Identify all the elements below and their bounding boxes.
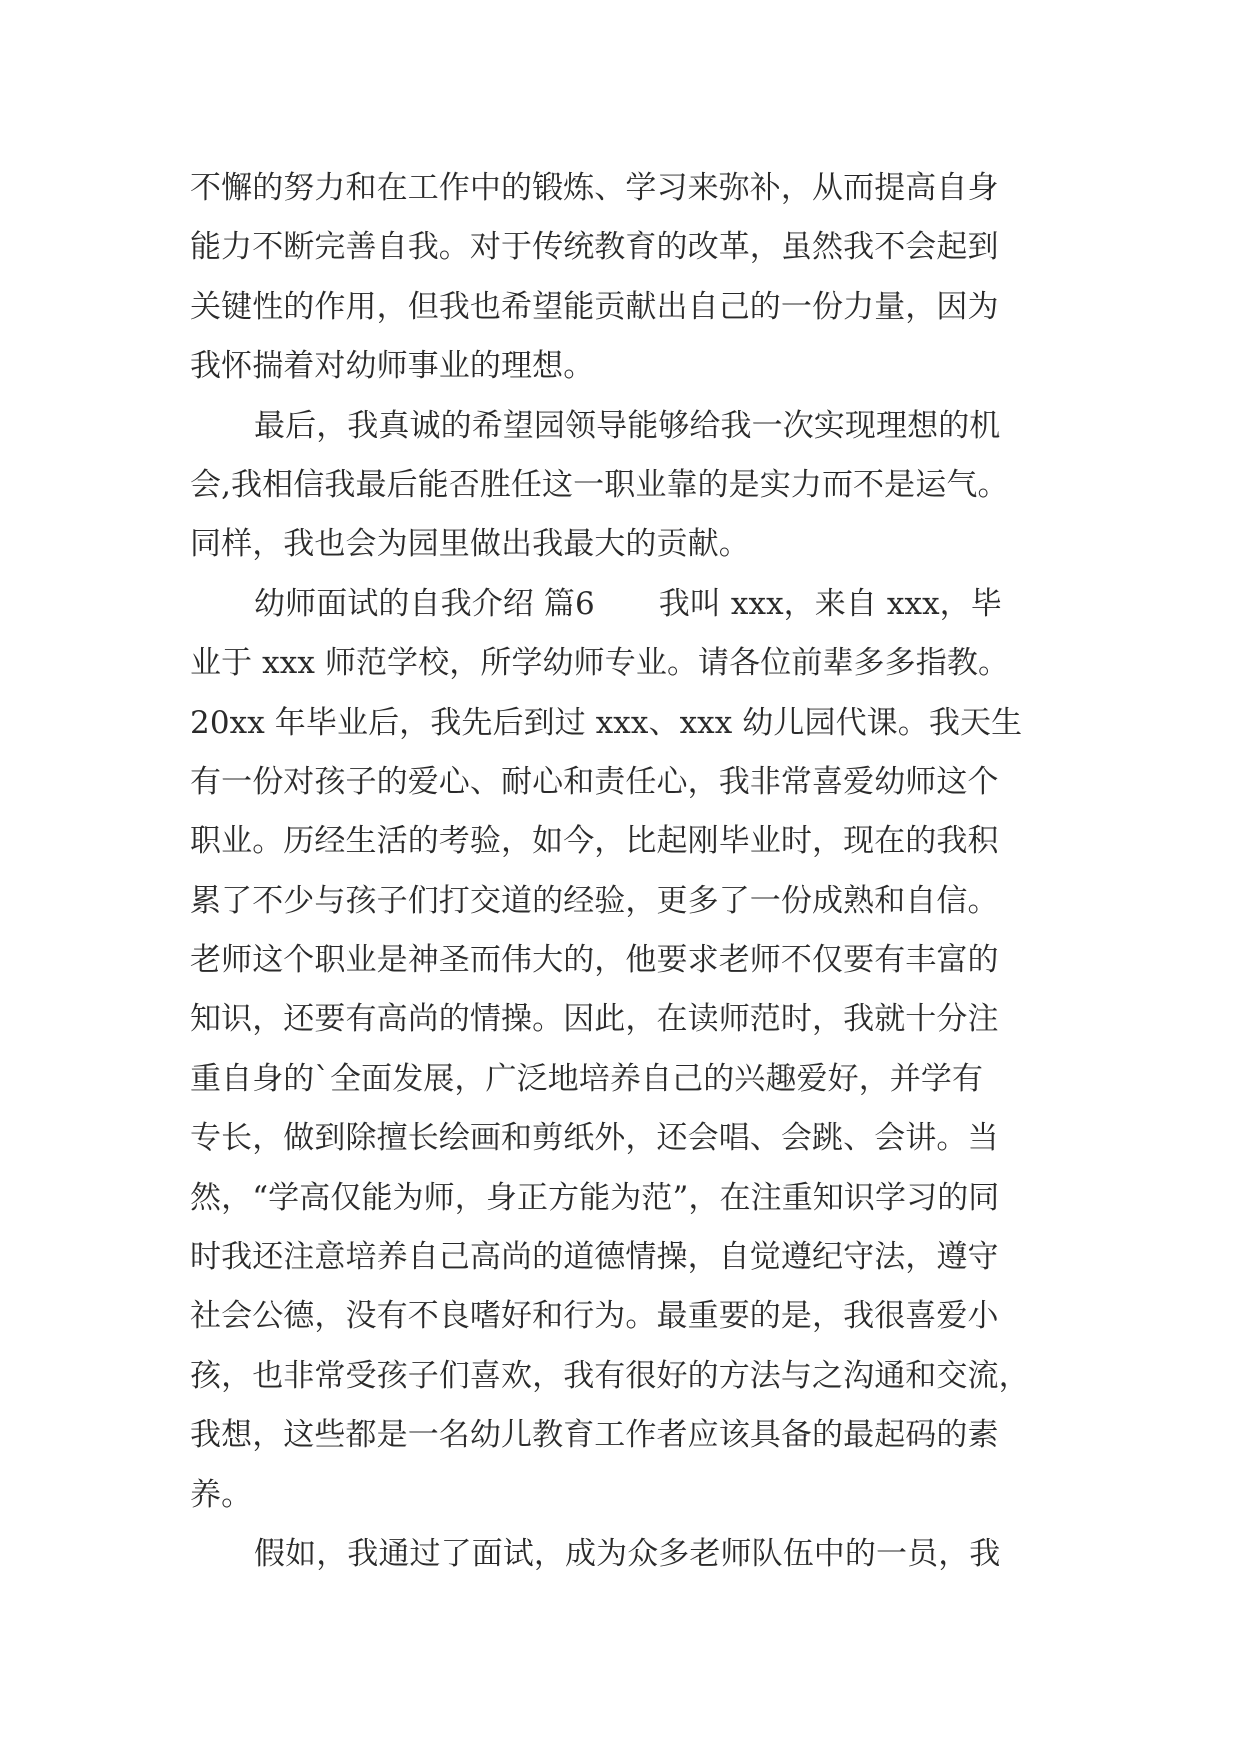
paragraph-start-line: 假如，我通过了面试，成为众多老师队伍中的一员，我 bbox=[254, 1535, 1001, 1572]
body-text bbox=[190, 159, 1070, 1584]
text-line: 关键性的作用，但我也希望能贡献出自己的一份力量，因为 bbox=[190, 288, 999, 325]
text-line: 会,我相信我最后能否胜任这一职业靠的是实力而不是运气。 bbox=[190, 466, 1009, 503]
text-line: 20xx 年毕业后，我先后到过 xxx、xxx 幼儿园代课。我天生 bbox=[190, 704, 1023, 741]
text-line: 能力不断完善自我。对于传统教育的改革，虽然我不会起到 bbox=[190, 229, 999, 266]
text-line: 养。 bbox=[190, 1476, 253, 1513]
text-line: 重自身的`全面发展，广泛地培养自己的兴趣爱好，并学有 bbox=[190, 1060, 984, 1097]
section-heading: 幼师面试的自我介绍 篇6 bbox=[254, 585, 595, 622]
paragraph-start-line: 最后，我真诚的希望园领导能够给我一次实现理想的机 bbox=[254, 407, 1001, 444]
text-line: 职业。历经生活的考验，如今，比起刚毕业时，现在的我积 bbox=[190, 823, 999, 860]
text-line: 知识，还要有高尚的情操。因此，在读师范时，我就十分注 bbox=[190, 1001, 999, 1038]
text-line: 我想，这些都是一名幼儿教育工作者应该具备的最起码的素 bbox=[190, 1417, 999, 1454]
text-line: 有一份对孩子的爱心、耐心和责任心，我非常喜爱幼师这个 bbox=[190, 763, 999, 800]
text-line: 时我还注意培养自己高尚的道德情操，自觉遵纪守法，遵守 bbox=[190, 1239, 999, 1276]
text-line: 社会公德，没有不良嗜好和行为。最重要的是，我很喜爱小 bbox=[190, 1298, 999, 1335]
text-line: 然，“学高仅能为师，身正方能为范”，在注重知识学习的同 bbox=[190, 1179, 1000, 1216]
text-line: 不懈的努力和在工作中的锻炼、学习来弥补，从而提高自身 bbox=[190, 170, 999, 206]
text-line: 我怀揣着对幼师事业的理想。 bbox=[190, 348, 595, 385]
text-fragment: 我叫 xxx，来自 xxx，毕 bbox=[658, 585, 1002, 622]
text-line: 业于 xxx 师范学校，所学幼师专业。请各位前辈多多指教。 bbox=[190, 645, 1010, 682]
text-line: 孩，也非常受孩子们喜欢，我有很好的方法与之沟通和交流， bbox=[190, 1357, 1030, 1394]
section-heading-line bbox=[190, 575, 1070, 634]
text-line: 同样，我也会为园里做出我最大的贡献。 bbox=[190, 526, 750, 563]
text-line: 累了不少与孩子们打交道的经验，更多了一份成熟和自信。 bbox=[190, 882, 999, 919]
text-line: 老师这个职业是神圣而伟大的，他要求老师不仅要有丰富的 bbox=[190, 942, 999, 979]
text-line: 专长，做到除擅长绘画和剪纸外，还会唱、会跳、会讲。当 bbox=[190, 1120, 999, 1157]
